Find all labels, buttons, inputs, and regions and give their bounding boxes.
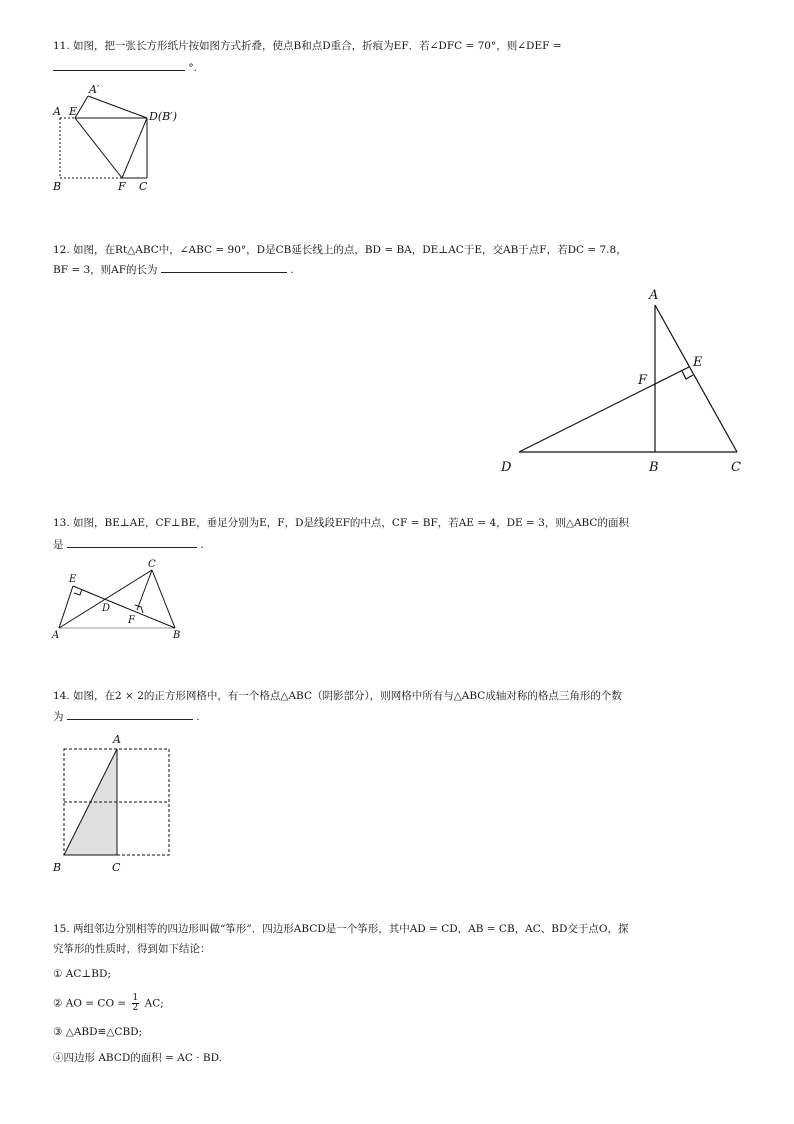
q15-fraction-numerator: 1: [132, 993, 139, 1003]
q11-crease-ef: [75, 118, 122, 178]
q12-right-angle-mark: [682, 371, 693, 379]
q15-fraction-denominator: 2: [132, 1003, 139, 1013]
q15-conclusion-2-suffix: AC;: [144, 997, 164, 1010]
q15-text-line1: 15. 两组邻边分别相等的四边形叫做“筝形”．四边形ABCD是一个筝形，其中AD = CD，AB = CB，AC、BD交于点O，探: [53, 923, 629, 935]
q11-label-a-prime: A′: [89, 83, 100, 96]
q12-text: 12. 如图，在Rt△ABC中，∠ABC = 90°，D是CB延长线上的点，BD = BA，DE⊥AC于E，交AB于点F，若DC = 7.8，: [53, 244, 627, 256]
q11-label-c: C: [139, 180, 148, 193]
q13-prefix: 是: [53, 539, 64, 551]
q15-conclusion-3: ③ △ABD≌△CBD;: [53, 1026, 143, 1038]
q11-label-e: E: [69, 105, 78, 118]
q13-label-e: E: [69, 574, 77, 585]
q12-answer-blank[interactable]: [161, 260, 287, 273]
q13-label-b: B: [173, 630, 181, 641]
q15-conclusion-2: [53, 994, 164, 1013]
q13-label-a: A: [52, 630, 60, 641]
q11-label-d: D(B′): [149, 110, 177, 123]
q13-right-angle-e: [74, 589, 82, 595]
q11-suffix: °.: [188, 62, 197, 74]
q15-conclusion-4: ④四边形 ABCD的面积 = AC · BD.: [53, 1052, 222, 1064]
q11-label-f: F: [118, 180, 126, 193]
q15-conclusion-2-prefix: ② AO = CO =: [53, 997, 127, 1010]
q13-text: 13. 如图，BE⊥AE，CF⊥BE，垂足分别为E，F，D是线段EF的中点，CF = BF，若AE = 4，DE = 3，则△ABC的面积: [53, 517, 629, 529]
q15-fraction-half: [132, 994, 140, 1013]
q13-segment-cf: [137, 570, 152, 610]
q12-label-d: D: [501, 460, 512, 475]
q12-suffix: .: [290, 264, 294, 276]
q13-answer-blank[interactable]: [67, 535, 197, 548]
q11-segment-fd: [122, 118, 147, 178]
q12-label-c: C: [731, 460, 741, 475]
q14-answer-line: [53, 707, 200, 725]
q12-prefix: BF = 3，则AF的长为: [53, 264, 158, 276]
q14-label-c: C: [112, 861, 121, 874]
q12-segment-de: [519, 367, 689, 452]
q14-label-a: A: [113, 733, 121, 746]
q15-conclusion-1: ① AC⊥BD;: [53, 968, 111, 980]
q11-text: 11. 如图，把一张长方形纸片按如图方式折叠，使点B和点D重合，折痕为EF．若∠DFC = 70°，则∠DEF =: [53, 40, 562, 52]
q11-label-a: A: [53, 105, 61, 118]
q13-segment-cb: [152, 570, 175, 628]
q14-answer-blank[interactable]: [67, 707, 193, 720]
q12-label-e: E: [693, 355, 703, 370]
q13-label-c: C: [148, 559, 156, 570]
q11-segment-a-prime-d: [88, 96, 147, 118]
q12-answer-line: [53, 260, 294, 278]
q13-label-f: F: [128, 615, 135, 626]
q11-label-b: B: [53, 180, 62, 193]
q12-label-b: B: [649, 460, 659, 475]
q13-answer-line: [53, 535, 204, 553]
q15-text-line2: 究筝形的性质时，得到如下结论：: [53, 943, 211, 955]
q14-suffix: .: [196, 711, 200, 723]
q12-label-f: F: [638, 373, 648, 388]
q14-label-b: B: [53, 861, 62, 874]
q13-segment-ae: [59, 586, 73, 628]
q12-label-a: A: [649, 288, 659, 303]
q14-text: 14. 如图，在2 × 2的正方形网格中，有一个格点△ABC（阴影部分），则网格中所有与△ABC成轴对称的格点三角形的个数: [53, 690, 622, 702]
q13-segment-eb: [73, 586, 175, 628]
q14-prefix: 为: [53, 711, 64, 723]
q13-label-d: D: [102, 603, 111, 614]
q13-suffix: .: [200, 539, 204, 551]
